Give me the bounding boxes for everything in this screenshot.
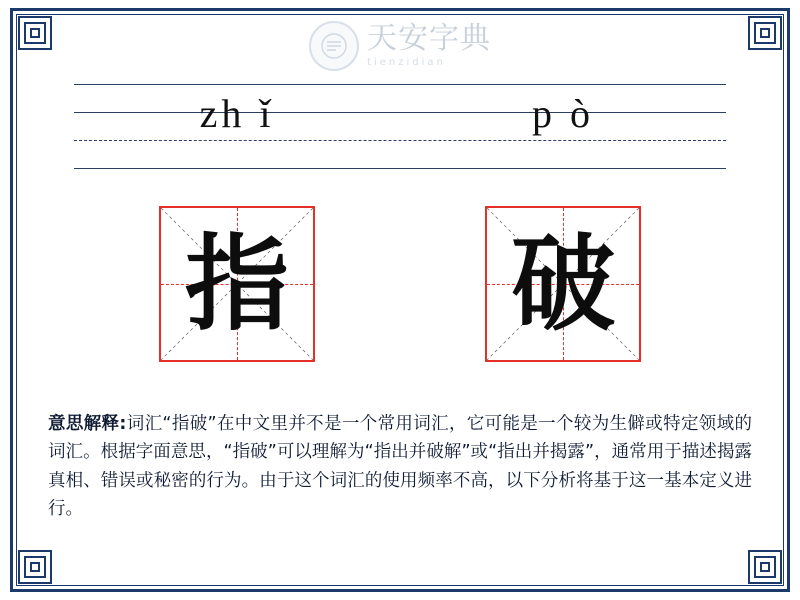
explanation-label: 意思解释: <box>48 414 127 434</box>
character-glyph-1: 指 <box>184 223 289 345</box>
pinyin-syllable-1: zh ǐ <box>199 91 275 136</box>
pinyin-row <box>74 86 726 142</box>
brand-name-pinyin: tienzidian <box>367 57 446 68</box>
character-cell-2 <box>400 206 726 362</box>
character-grid-row <box>74 206 726 362</box>
pinyin-staff <box>74 84 726 170</box>
brand-text <box>367 21 491 68</box>
staff-line-4 <box>74 168 726 169</box>
character-cell-1 <box>74 206 400 362</box>
tianzige-box-2 <box>485 206 641 362</box>
staff-line-1 <box>74 84 726 85</box>
seal-icon <box>309 21 359 71</box>
corner-ornament-bottom-right <box>748 550 782 584</box>
character-glyph-2: 破 <box>510 223 615 345</box>
brand-name-cn: 天安字典 <box>367 21 491 56</box>
corner-ornament-bottom-left <box>18 550 52 584</box>
explanation-block <box>48 410 752 523</box>
explanation-text: 词汇“指破”在中文里并不是一个常用词汇，它可能是一个较为生僻或特定领域的词汇。根据字面意思，“指破”可以理解为“指出并破解”或“指出并揭露”，通常用于描述揭露真相、错误或秘密的行为。由于这个词汇的使用频率不高，以下分析将基于这一基本定义进行。 <box>48 414 752 520</box>
tianzige-box-1 <box>159 206 315 362</box>
pinyin-syllable-2: p ò <box>532 91 594 136</box>
brand-watermark <box>0 18 800 74</box>
